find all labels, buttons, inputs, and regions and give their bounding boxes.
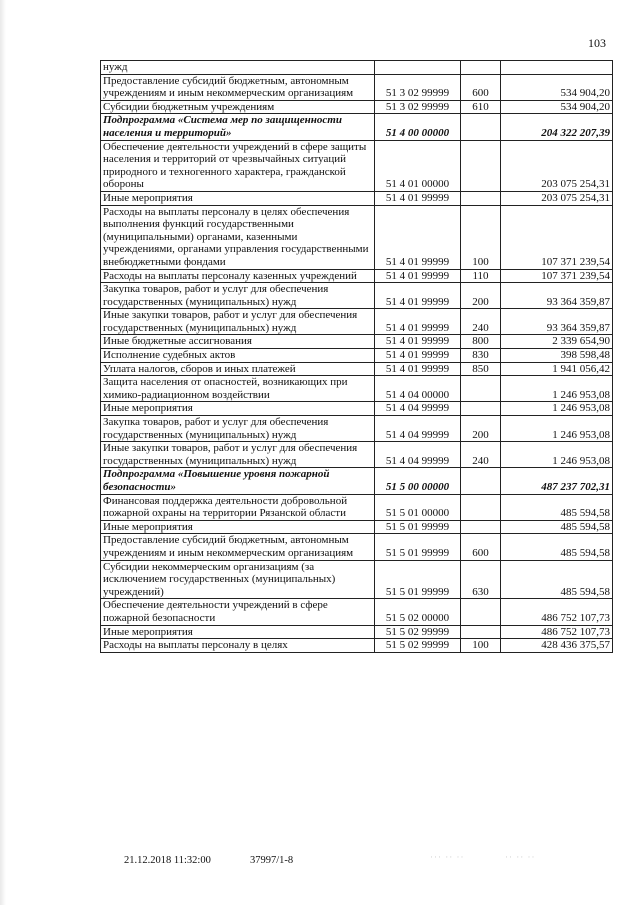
row-code-cell: 51 4 01 99999: [375, 191, 461, 205]
row-amount-cell: 203 075 254,31: [501, 191, 613, 205]
row-name-cell: Обеспечение деятельности учреждений в сфере пожарной безопасности: [101, 599, 375, 625]
row-code-cell: 51 5 01 99999: [375, 534, 461, 560]
table-row: [101, 349, 613, 363]
faint-scan-mark: ·· ·· ··: [505, 852, 536, 862]
row-expense-type-cell: [461, 61, 501, 75]
row-amount-cell: 534 904,20: [501, 100, 613, 114]
row-code-cell: 51 4 01 99999: [375, 349, 461, 363]
row-name-cell: Защита населения от опасностей, возникающих при химико-радиационном воздействии: [101, 376, 375, 402]
row-expense-type-cell: 100: [461, 205, 501, 269]
row-name-cell: Обеспечение деятельности учреждений в сфере защиты населения и территорий от чрезвычайных ситуаций природного и техногенного характера, гражданской обороны: [101, 140, 375, 191]
row-name-cell: нужд: [101, 61, 375, 75]
table-row: [101, 376, 613, 402]
row-code-cell: 51 4 04 99999: [375, 402, 461, 416]
row-name-cell: Иные мероприятия: [101, 625, 375, 639]
row-expense-type-cell: 850: [461, 362, 501, 376]
row-name-cell: Финансовая поддержка деятельности добровольной пожарной охраны на территории Рязанской области: [101, 494, 375, 520]
row-amount-cell: 2 339 654,90: [501, 335, 613, 349]
row-expense-type-cell: 630: [461, 560, 501, 599]
row-amount-cell: 487 237 702,31: [501, 468, 613, 494]
table-row: [101, 191, 613, 205]
budget-table-body: [101, 61, 613, 653]
row-code-cell: 51 5 02 99999: [375, 625, 461, 639]
table-row: [101, 309, 613, 335]
row-name-cell: Расходы на выплаты персоналу казенных учреждений: [101, 269, 375, 283]
row-name-cell: Предоставление субсидий бюджетным, автономным учреждениям и иным некоммерческим организациям: [101, 74, 375, 100]
row-code-cell: 51 4 01 99999: [375, 283, 461, 309]
row-expense-type-cell: 200: [461, 283, 501, 309]
footer-document-id: 37997/1-8: [250, 855, 294, 866]
scan-edge-shadow: [0, 0, 6, 905]
row-expense-type-cell: [461, 599, 501, 625]
row-name-cell: Иные мероприятия: [101, 402, 375, 416]
row-code-cell: 51 4 01 99999: [375, 309, 461, 335]
row-expense-type-cell: 110: [461, 269, 501, 283]
row-code-cell: 51 5 01 00000: [375, 494, 461, 520]
row-name-cell: Иные мероприятия: [101, 191, 375, 205]
table-row: [101, 100, 613, 114]
subprogram-row: [101, 468, 613, 494]
row-amount-cell: 107 371 239,54: [501, 205, 613, 269]
row-amount-cell: 398 598,48: [501, 349, 613, 363]
row-code-cell: 51 4 01 00000: [375, 140, 461, 191]
row-expense-type-cell: 600: [461, 74, 501, 100]
table-row: [101, 205, 613, 269]
faint-scan-mark: ··· ·· ··: [430, 852, 465, 862]
table-row: [101, 74, 613, 100]
row-code-cell: 51 5 00 00000: [375, 468, 461, 494]
row-amount-cell: 485 594,58: [501, 560, 613, 599]
footer-timestamp: 21.12.2018 11:32:00: [124, 855, 211, 866]
table-row: [101, 335, 613, 349]
table-row: [101, 362, 613, 376]
row-code-cell: 51 4 01 99999: [375, 205, 461, 269]
table-row: [101, 625, 613, 639]
row-name-cell: Подпрограмма «Система мер по защищенности населения и территорий»: [101, 114, 375, 140]
row-expense-type-cell: [461, 494, 501, 520]
row-code-cell: [375, 61, 461, 75]
table-row: [101, 599, 613, 625]
row-amount-cell: 203 075 254,31: [501, 140, 613, 191]
table-row: [101, 639, 613, 653]
row-code-cell: 51 4 04 99999: [375, 442, 461, 468]
subprogram-row: [101, 114, 613, 140]
table-row: [101, 534, 613, 560]
row-expense-type-cell: 100: [461, 639, 501, 653]
row-expense-type-cell: [461, 402, 501, 416]
row-name-cell: Исполнение судебных актов: [101, 349, 375, 363]
row-expense-type-cell: 830: [461, 349, 501, 363]
table-row: [101, 520, 613, 534]
row-amount-cell: 1 941 056,42: [501, 362, 613, 376]
row-expense-type-cell: 610: [461, 100, 501, 114]
table-row: [101, 283, 613, 309]
row-code-cell: 51 4 01 99999: [375, 335, 461, 349]
row-name-cell: Иные мероприятия: [101, 520, 375, 534]
row-expense-type-cell: [461, 191, 501, 205]
row-name-cell: Расходы на выплаты персоналу в целях обеспечения выполнения функций государственными (муниципальными) органами, казенными учреждениями, органами управления государственными внебюджетными фондами: [101, 205, 375, 269]
row-name-cell: Подпрограмма «Повышение уровня пожарной безопасности»: [101, 468, 375, 494]
row-code-cell: 51 5 01 99999: [375, 560, 461, 599]
row-code-cell: 51 5 02 00000: [375, 599, 461, 625]
table-row: [101, 61, 613, 75]
row-expense-type-cell: [461, 625, 501, 639]
row-amount-cell: 107 371 239,54: [501, 269, 613, 283]
row-amount-cell: 1 246 953,08: [501, 442, 613, 468]
row-amount-cell: 486 752 107,73: [501, 625, 613, 639]
table-row: [101, 442, 613, 468]
row-name-cell: Закупка товаров, работ и услуг для обеспечения государственных (муниципальных) нужд: [101, 416, 375, 442]
table-row: [101, 402, 613, 416]
table-row: [101, 269, 613, 283]
row-expense-type-cell: [461, 468, 501, 494]
row-amount-cell: 204 322 207,39: [501, 114, 613, 140]
row-amount-cell: 485 594,58: [501, 520, 613, 534]
row-code-cell: 51 4 01 99999: [375, 269, 461, 283]
row-amount-cell: 485 594,58: [501, 494, 613, 520]
row-amount-cell: 486 752 107,73: [501, 599, 613, 625]
row-name-cell: Расходы на выплаты персоналу в целях: [101, 639, 375, 653]
row-name-cell: Иные бюджетные ассигнования: [101, 335, 375, 349]
row-amount-cell: 485 594,58: [501, 534, 613, 560]
budget-table: [100, 60, 613, 653]
row-expense-type-cell: 240: [461, 442, 501, 468]
row-expense-type-cell: [461, 520, 501, 534]
row-code-cell: 51 4 04 99999: [375, 416, 461, 442]
row-expense-type-cell: [461, 376, 501, 402]
row-name-cell: Предоставление субсидий бюджетным, автономным учреждениям и иным некоммерческим организациям: [101, 534, 375, 560]
row-code-cell: 51 5 02 99999: [375, 639, 461, 653]
row-expense-type-cell: 200: [461, 416, 501, 442]
row-expense-type-cell: 800: [461, 335, 501, 349]
row-expense-type-cell: [461, 140, 501, 191]
table-row: [101, 416, 613, 442]
row-amount-cell: 1 246 953,08: [501, 416, 613, 442]
row-name-cell: Закупка товаров, работ и услуг для обеспечения государственных (муниципальных) нужд: [101, 283, 375, 309]
row-name-cell: Субсидии некоммерческим организациям (за исключением государственных (муниципальных) учреждений): [101, 560, 375, 599]
table-row: [101, 560, 613, 599]
row-amount-cell: 93 364 359,87: [501, 283, 613, 309]
row-amount-cell: 1 246 953,08: [501, 402, 613, 416]
row-expense-type-cell: [461, 114, 501, 140]
row-name-cell: Уплата налогов, сборов и иных платежей: [101, 362, 375, 376]
row-amount-cell: 428 436 375,57: [501, 639, 613, 653]
row-amount-cell: [501, 61, 613, 75]
row-code-cell: 51 4 04 00000: [375, 376, 461, 402]
row-name-cell: Иные закупки товаров, работ и услуг для обеспечения государственных (муниципальных) нужд: [101, 309, 375, 335]
row-code-cell: 51 3 02 99999: [375, 100, 461, 114]
row-amount-cell: 93 364 359,87: [501, 309, 613, 335]
row-code-cell: 51 5 01 99999: [375, 520, 461, 534]
row-code-cell: 51 4 00 00000: [375, 114, 461, 140]
table-row: [101, 494, 613, 520]
table-row: [101, 140, 613, 191]
page-number: 103: [588, 36, 606, 50]
row-expense-type-cell: 600: [461, 534, 501, 560]
row-amount-cell: 1 246 953,08: [501, 376, 613, 402]
row-code-cell: 51 3 02 99999: [375, 74, 461, 100]
row-code-cell: 51 4 01 99999: [375, 362, 461, 376]
row-expense-type-cell: 240: [461, 309, 501, 335]
row-amount-cell: 534 904,20: [501, 74, 613, 100]
row-name-cell: Иные закупки товаров, работ и услуг для обеспечения государственных (муниципальных) нужд: [101, 442, 375, 468]
row-name-cell: Субсидии бюджетным учреждениям: [101, 100, 375, 114]
